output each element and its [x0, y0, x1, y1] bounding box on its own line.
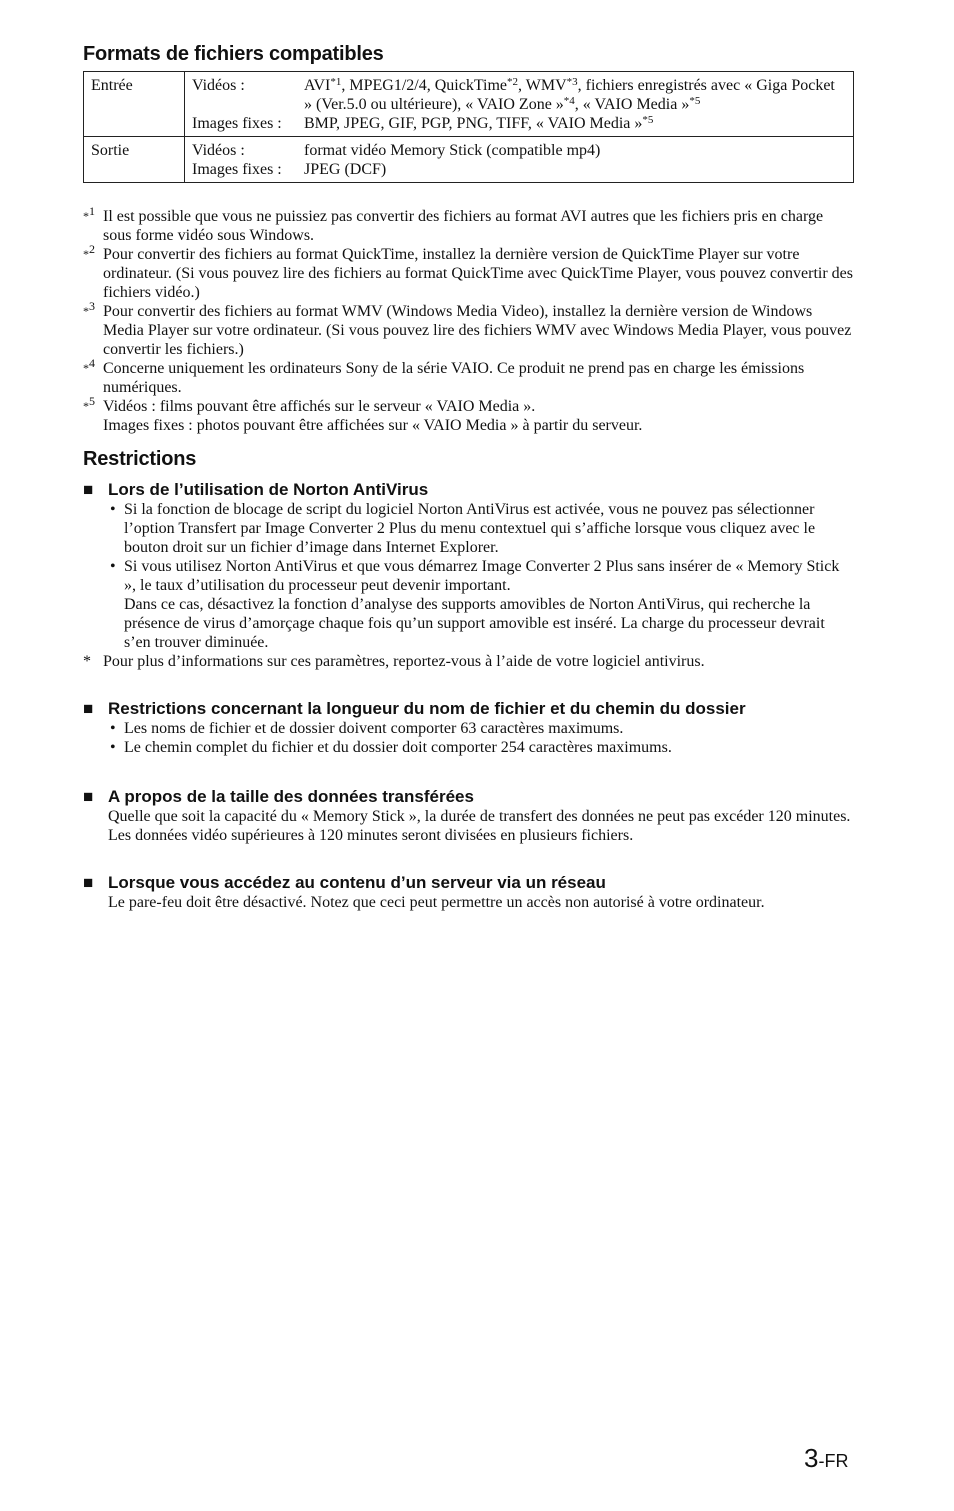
section-title-restrictions: Restrictions: [83, 448, 197, 470]
format-label: Vidéos :: [192, 77, 245, 94]
list-item: • Si la fonction de blocage de script du logiciel Norton AntiVirus est activée, vous ne pouvez pas sélectionner l’option Transfert par Image Converter 2 Plus du menu contextuel qui s’affiche lorsque vous cliquez avec le bouton droit sur un fichier d’image dans Internet Explorer.: [110, 501, 816, 556]
subsection-length: [83, 698, 854, 757]
footnote-text: Pour convertir des fichiers au format WMV (Windows Media Video), installez la dernière version de Windows Media Player sur votre ordinateur. (Si vous pouvez lire des fichiers WMV avec Windows Media Player, vous pouvez convertir les fichiers.): [103, 303, 852, 358]
list-item: • Les noms de fichier et de dossier doivent comporter 63 caractères maximums.: [110, 720, 624, 737]
subsection-size: [83, 786, 854, 845]
format-value: AVI$^{*1}$, MPEG1/2/4, QuickTime$^{*2}$, WMV$^{*3}$, fichiers enregistrés avec « Giga Pocket » (Ver.5.0 ou ultérieure), « VAIO Zone »$^{*4}$, « VAIO Media »$^{*5}$: [304, 76, 835, 113]
footnote: [83, 356, 854, 397]
row-name: Entrée: [84, 72, 185, 137]
formats-table: [83, 71, 854, 183]
bullet-icon: •: [110, 720, 116, 737]
subsection-heading: A propos de la taille des données transférées: [108, 787, 474, 806]
bullet-icon: •: [110, 739, 116, 756]
footnote-mark: *$^5$: [83, 394, 95, 413]
subsection-text: Quelle que soit la capacité du « Memory Stick », la durée de transfert des données ne peut pas excéder 120 minutes. Les données vidéo supérieures à 120 minutes seront divisées en plusieurs fichiers.: [108, 808, 851, 844]
asterisk-note: * Pour plus d’informations sur ces paramètres, reportez-vous à l’aide de votre logiciel antivirus.: [83, 653, 705, 670]
format-line: [192, 141, 846, 160]
footnote-mark: *$^1$: [83, 204, 95, 223]
footnote-text: Concerne uniquement les ordinateurs Sony de la série VAIO. Ce produit ne prend pas en charge les émissions numériques.: [103, 360, 805, 396]
list-item: • Si vous utilisez Norton AntiVirus et que vous démarrez Image Converter 2 Plus sans insérer de « Memory Stick », le taux d’utilisation du processeur peut devenir important. Dans ce cas, désactivez la fonction d’analyse des supports amovibles de Norton AntiVirus, qui recherche la présence de virus d’amorçage chaque fois qu’un support amovible est inséré. La charge du processeur devrait s’en trouver diminuée.: [110, 558, 840, 651]
footnote: [83, 394, 854, 435]
page-number: 3-FR: [804, 1443, 849, 1473]
footnote-text: Vidéos : films pouvant être affichés sur le serveur « VAIO Media ». Images fixes : photos pouvant être affichées sur « VAIO Media » à partir du serveur.: [103, 398, 643, 434]
format-label: Images fixes :: [192, 115, 282, 132]
subsection-heading: Lorsque vous accédez au contenu d’un serveur via un réseau: [108, 873, 606, 892]
bullet-icon: •: [110, 558, 116, 575]
bullet-icon: •: [110, 501, 116, 518]
subsection-heading: Lors de l’utilisation de Norton AntiVirus: [108, 480, 429, 499]
subsection-norton: [83, 479, 854, 671]
row-name: Sortie: [84, 137, 185, 183]
section-title-formats: Formats de fichiers compatibles: [83, 43, 384, 65]
format-line: [192, 160, 846, 179]
format-line: [192, 76, 846, 114]
footnote: [83, 242, 854, 302]
format-label: Vidéos :: [192, 142, 245, 159]
subsection-text: Le pare-feu doit être désactivé. Notez que ceci peut permettre un accès non autorisé à votre ordinateur.: [108, 894, 765, 911]
table-row: [84, 72, 854, 137]
format-value: BMP, JPEG, GIF, PGP, PNG, TIFF, « VAIO Media »$^{*5}$: [304, 114, 654, 132]
footnote-mark: *$^4$: [83, 356, 95, 375]
footnotes: [83, 204, 854, 435]
square-bullet-icon: ■: [83, 787, 94, 806]
format-value: format vidéo Memory Stick (compatible mp4): [304, 142, 601, 159]
format-value: JPEG (DCF): [304, 161, 387, 178]
format-line: [192, 114, 846, 133]
square-bullet-icon: ■: [83, 699, 94, 718]
footnote-mark: *$^3$: [83, 299, 95, 318]
subsection-network: [83, 872, 854, 912]
subsection-heading: Restrictions concernant la longueur du nom de fichier et du chemin du dossier: [108, 699, 746, 718]
footnote-mark: *$^2$: [83, 242, 95, 261]
footnote-text: Pour convertir des fichiers au format QuickTime, installez la dernière version de QuickTime Player sur votre ordinateur. (Si vous pouvez lire des fichiers au format QuickTime avec QuickTime Player, vous pouvez convertir des fichiers vidéo.): [103, 246, 853, 301]
footnote: [83, 299, 854, 359]
format-label: Images fixes :: [192, 161, 282, 178]
square-bullet-icon: ■: [83, 480, 94, 499]
square-bullet-icon: ■: [83, 873, 94, 892]
table-row: [84, 137, 854, 183]
list-item: • Le chemin complet du fichier et du dossier doit comporter 254 caractères maximums.: [110, 739, 672, 756]
footnote-text: Il est possible que vous ne puissiez pas convertir des fichiers au format AVI autres que les fichiers pris en charge sous forme vidéo sous Windows.: [103, 208, 824, 244]
footnote: [83, 204, 854, 245]
